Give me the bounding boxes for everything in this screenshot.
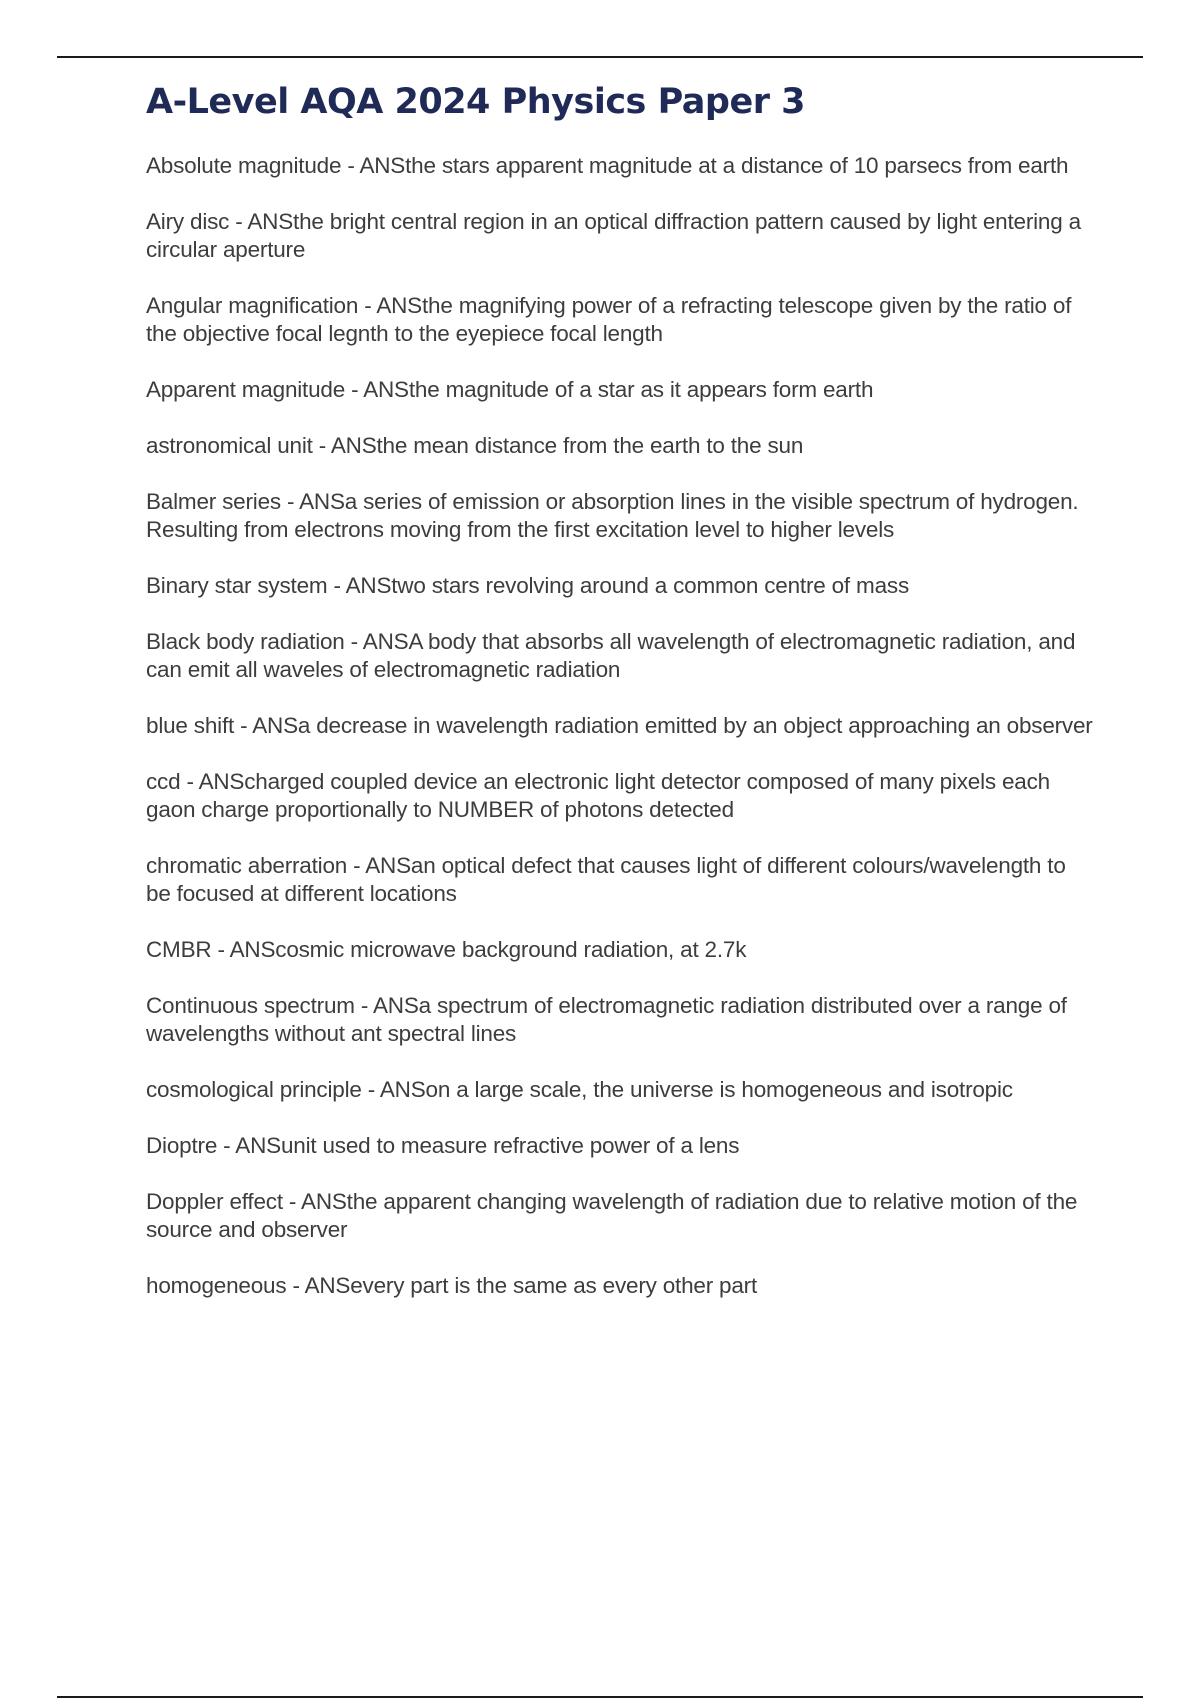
glossary-entry-astronomical-unit: astronomical unit - ANSthe mean distance from the earth to the sun [146,433,804,458]
glossary-entry-absolute-magnitude: Absolute magnitude - ANSthe stars apparent magnitude at a distance of 10 parsecs from earth [146,153,1069,178]
glossary-entry-binary-star-system: Binary star system - ANStwo stars revolving around a common centre of mass [146,573,909,598]
glossary-entry-chromatic-aberration: chromatic aberration - ANSan optical defect that causes light of different colours/wavelength to be focused at different locations [146,853,1066,906]
glossary-entry-apparent-magnitude: Apparent magnitude - ANSthe magnitude of a star as it appears form earth [146,377,874,402]
glossary-entry-continuous-spectrum: Continuous spectrum - ANSa spectrum of electromagnetic radiation distributed over a range of wavelengths without ant spectral lines [146,993,1067,1046]
glossary-entry-airy-disc: Airy disc - ANSthe bright central region in an optical diffraction pattern caused by light entering a circular aperture [146,209,1081,262]
glossary-list [146,152,1096,1300]
glossary-entry-doppler-effect: Doppler effect - ANSthe apparent changing wavelength of radiation due to relative motion of the source and observer [146,1189,1078,1242]
glossary-entry-homogeneous: homogeneous - ANSevery part is the same as every other part [146,1273,758,1298]
page-title: A-Level AQA 2024 Physics Paper 3 [146,82,805,122]
glossary-entry-ccd: ccd - ANScharged coupled device an electronic light detector composed of many pixels each gaon charge proportionally to NUMBER of photons detected [146,769,1050,822]
glossary-entry-blue-shift: blue shift - ANSa decrease in wavelength radiation emitted by an object approaching an observer [146,713,1093,738]
document-body [146,74,1096,1328]
glossary-entry-balmer-series: Balmer series - ANSa series of emission or absorption lines in the visible spectrum of hydrogen. Resulting from electrons moving from the first excitation level to higher levels [146,489,1079,542]
top-rule [57,56,1143,58]
glossary-entry-dioptre: Dioptre - ANSunit used to measure refractive power of a lens [146,1133,740,1158]
glossary-entry-angular-magnification: Angular magnification - ANSthe magnifying power of a refracting telescope given by the ratio of the objective focal legnth to the eyepiece focal length [146,293,1072,346]
glossary-entry-black-body-radiation: Black body radiation - ANSA body that absorbs all wavelength of electromagnetic radiation, and can emit all waveles of electromagnetic radiation [146,629,1076,682]
glossary-entry-cosmological-principle: cosmological principle - ANSon a large scale, the universe is homogeneous and isotropic [146,1077,1013,1102]
bottom-rule [57,1696,1143,1698]
glossary-entry-cmbr: CMBR - ANScosmic microwave background radiation, at 2.7k [146,937,747,962]
